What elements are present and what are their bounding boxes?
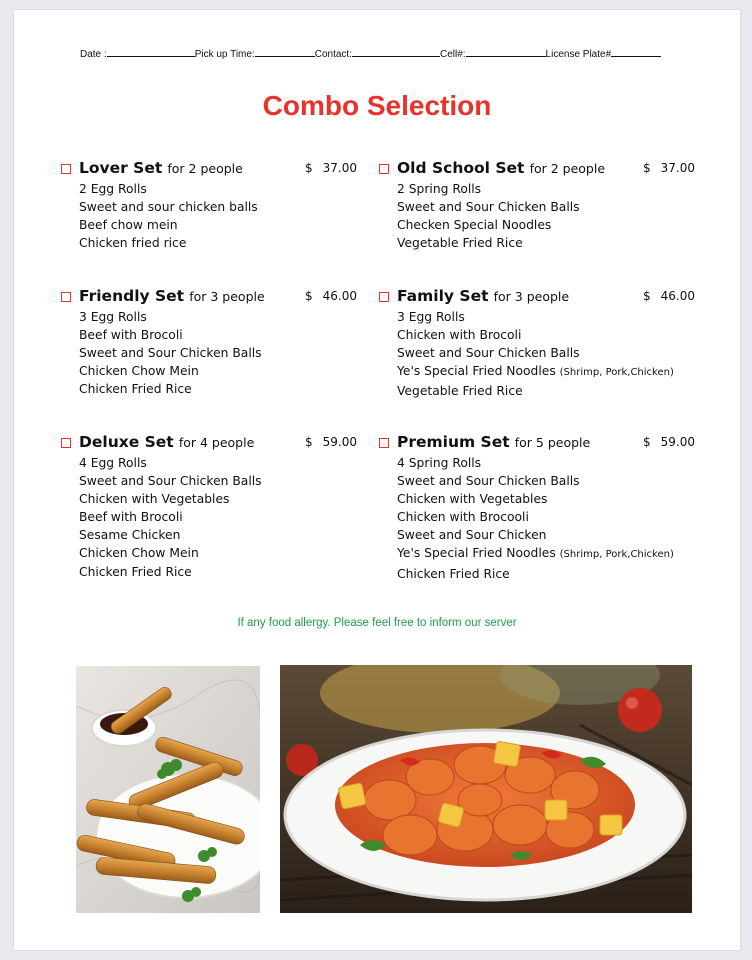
combo-friendly-set xyxy=(79,286,357,398)
list-item: Chicken with Vegetables xyxy=(79,492,230,507)
set-name: Premium Set xyxy=(397,433,510,451)
list-item: Sweet and Sour Chicken Balls xyxy=(397,474,580,489)
combo-deluxe-set xyxy=(79,432,357,581)
deluxe-set-checkbox[interactable] xyxy=(61,438,71,448)
list-item: Sesame Chicken xyxy=(79,528,181,543)
set-price: $ 46.00 xyxy=(643,289,695,303)
list-item: Chicken with Vegetables xyxy=(397,492,548,507)
contact-blank[interactable] xyxy=(352,47,440,57)
list-item: Sweet and Sour Chicken Balls xyxy=(79,474,262,489)
list-item: 3 Egg Rolls xyxy=(79,310,147,324)
set-name: Deluxe Set xyxy=(79,433,174,451)
set-name: Family Set xyxy=(397,287,489,305)
date-label: Date : xyxy=(80,49,107,60)
set-people: for 3 people xyxy=(493,289,570,304)
set-items xyxy=(397,454,695,583)
set-price: $ 37.00 xyxy=(305,161,357,175)
set-items xyxy=(79,180,357,252)
set-price: $ 46.00 xyxy=(305,289,357,303)
egg-rolls-photo xyxy=(76,666,260,913)
friendly-set-checkbox[interactable] xyxy=(61,292,71,302)
menu-page xyxy=(14,10,740,950)
premium-set-checkbox[interactable] xyxy=(379,438,389,448)
set-price: $ 59.00 xyxy=(643,435,695,449)
list-item: Chicken Fried Rice xyxy=(397,566,510,581)
list-item: Chicken with Brocoli xyxy=(397,328,522,343)
set-name: Old School Set xyxy=(397,159,525,177)
list-item: Sweet and Sour Chicken Balls xyxy=(397,346,580,361)
list-item: Vegetable Fried Rice xyxy=(397,384,523,399)
set-name: Friendly Set xyxy=(79,287,185,305)
list-item: Chicken Fried Rice xyxy=(79,564,192,579)
list-item: Chicken Chow Mein xyxy=(79,364,199,379)
set-people: for 2 people xyxy=(167,161,243,176)
combo-family-set xyxy=(397,286,695,400)
list-item: Beef with Brocoli xyxy=(79,328,183,343)
set-people: for 2 people xyxy=(529,161,606,176)
set-price: $ 59.00 xyxy=(305,435,357,449)
item-note: (Shrimp, Pork,Chicken) xyxy=(559,549,674,561)
combo-premium-set xyxy=(397,432,695,583)
list-item: 2 Spring Rolls xyxy=(397,182,482,196)
list-item: Sweet and Sour Chicken xyxy=(397,528,547,543)
license-plate-label: License Plate# xyxy=(545,49,612,60)
pickup-time-blank[interactable] xyxy=(255,47,315,57)
license-plate-blank[interactable] xyxy=(611,47,661,57)
sweet-sour-chicken-photo xyxy=(280,665,692,913)
list-item: Chicken Chow Mein xyxy=(79,546,199,561)
list-item: 3 Egg Rolls xyxy=(397,310,465,324)
old-school-set-checkbox[interactable] xyxy=(379,164,389,174)
set-items xyxy=(397,180,695,252)
set-items xyxy=(79,454,357,581)
list-item: 4 Egg Rolls xyxy=(79,456,147,470)
lover-set-checkbox[interactable] xyxy=(61,164,71,174)
list-item: Sweet and Sour Chicken Balls xyxy=(397,200,580,215)
set-items xyxy=(79,308,357,398)
page-title: Combo Selection xyxy=(262,90,492,121)
list-item: Vegetable Fried Rice xyxy=(397,236,523,251)
family-set-checkbox[interactable] xyxy=(379,292,389,302)
order-form-line xyxy=(80,47,700,60)
allergy-note: If any food allergy. Please feel free to inform our server xyxy=(237,617,517,629)
list-item xyxy=(397,362,695,382)
set-price: $ 37.00 xyxy=(643,161,695,175)
date-blank[interactable] xyxy=(107,47,195,57)
list-item: 4 Spring Rolls xyxy=(397,456,482,470)
item-note: (Shrimp, Pork,Chicken) xyxy=(559,367,674,379)
set-people: for 4 people xyxy=(178,435,255,450)
list-item: 2 Egg Rolls xyxy=(79,182,147,196)
list-item: Checken Special Noodles xyxy=(397,218,552,233)
cell-blank[interactable] xyxy=(466,47,546,57)
list-item: Beef chow mein xyxy=(79,218,178,233)
contact-label: Contact: xyxy=(314,49,352,60)
combo-lover-set xyxy=(79,158,357,252)
set-people: for 3 people xyxy=(189,289,265,304)
set-people: for 5 people xyxy=(514,435,591,450)
item-text: Ye's Special Fried Noodles xyxy=(397,546,556,561)
list-item: Chicken fried rice xyxy=(79,236,187,251)
list-item: Chicken with Brocooli xyxy=(397,510,529,525)
combo-old-school-set xyxy=(397,158,695,252)
set-items xyxy=(397,308,695,400)
list-item xyxy=(397,544,695,564)
list-item: Sweet and Sour Chicken Balls xyxy=(79,346,262,361)
item-text: Ye's Special Fried Noodles xyxy=(397,364,556,379)
list-item: Sweet and sour chicken balls xyxy=(79,200,258,215)
pickup-time-label: Pick up Time: xyxy=(194,49,255,60)
cell-label: Cell#: xyxy=(439,49,466,60)
list-item: Chicken Fried Rice xyxy=(79,382,192,397)
list-item: Beef with Brocoli xyxy=(79,510,183,525)
set-name: Lover Set xyxy=(79,159,163,177)
